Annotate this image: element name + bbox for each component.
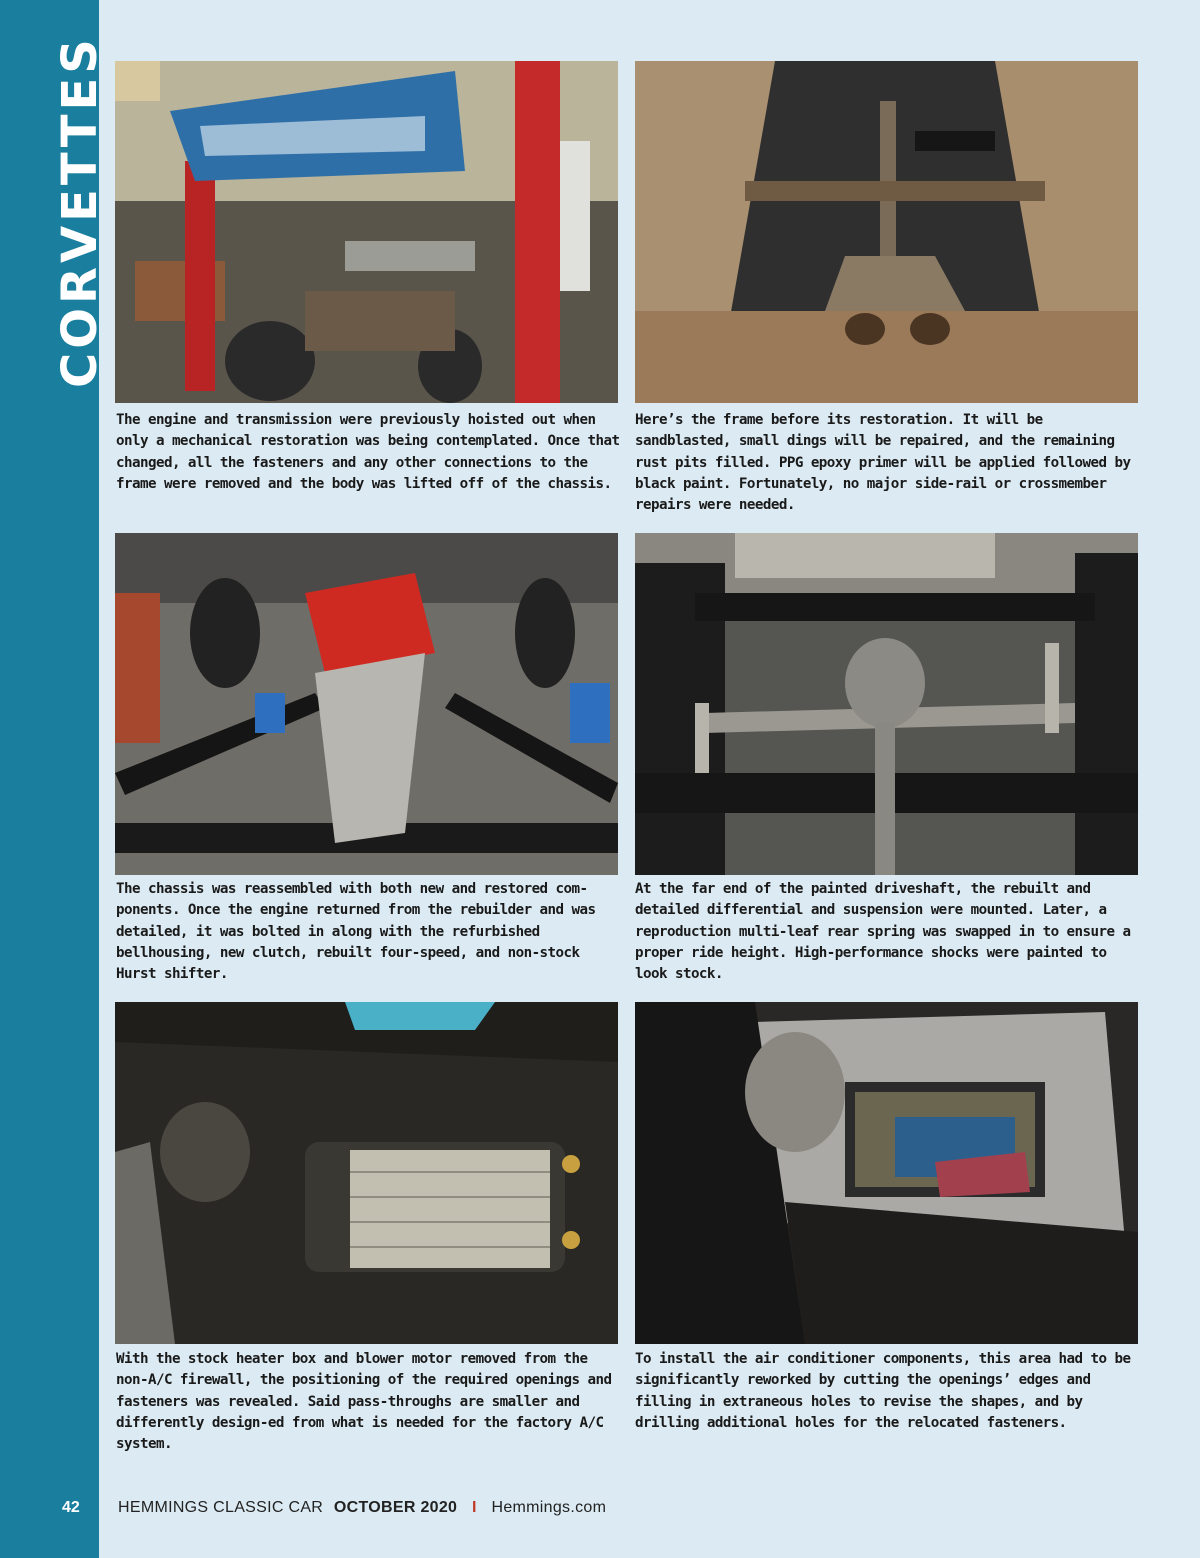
car-on-lift-photo (115, 61, 618, 403)
photo-4-caption: At the far end of the painted driveshaft, the rebuilt and detailed differential and suspension were mounted. Later, a reproduction multi-leaf rear spring was swapped in to ensure a proper ride height. High-performance shocks were painted to look stock. (635, 881, 1131, 983)
rear-differential-photo (635, 533, 1138, 875)
firewall-heater-core-photo (115, 1002, 618, 1344)
footer (118, 1499, 606, 1517)
website-link[interactable]: Hemmings.com (491, 1499, 607, 1516)
reworked-firewall-photo (635, 1002, 1138, 1344)
photo-6-caption: To install the air conditioner components, this area had to be significantly reworked by cutting the openings’ edges and filling in extraneous holes to revise the shapes, and by drilling additional holes for the relocated fasteners. (635, 1351, 1131, 1431)
publication-name: HEMMINGS CLASSIC CAR (118, 1499, 324, 1516)
photo-5-caption: With the stock heater box and blower motor removed from the non-A/C firewall, the positioning of the required openings and fasteners was revealed. Said pass-throughs are smaller and differently design-ed from what is needed for the factory A/C system. (116, 1351, 612, 1453)
photo-2-caption: Here’s the frame before its restoration. It will be sandblasted, small dings will be repaired, and the remaining rust pits filled. PPG epoxy primer will be applied followed by black paint. Fortunately, no major side-rail or crossmember repairs were needed. (635, 412, 1131, 514)
photo-3-caption: The chassis was reassembled with both new and restored com-ponents. Once the engine returned from the rebuilder and was detailed, it was bolted in along with the refurbished bellhousing, new clutch, rebuilt four-speed, and non-stock Hurst shifter. (116, 881, 596, 983)
rusty-frame-photo (635, 61, 1138, 403)
issue-date: OCTOBER 2020 (333, 1499, 458, 1516)
photo-1-caption: The engine and transmission were previously hoisted out when only a mechanical restoration was being contemplated. Once that changed, all the fasteners and any other connections to the frame were removed and the body was lifted off of the chassis. (116, 412, 620, 492)
page-number: 42 (62, 1499, 80, 1516)
section-label: CORVETTES (52, 35, 108, 388)
footer-separator: I (472, 1499, 477, 1516)
reassembled-chassis-photo (115, 533, 618, 875)
